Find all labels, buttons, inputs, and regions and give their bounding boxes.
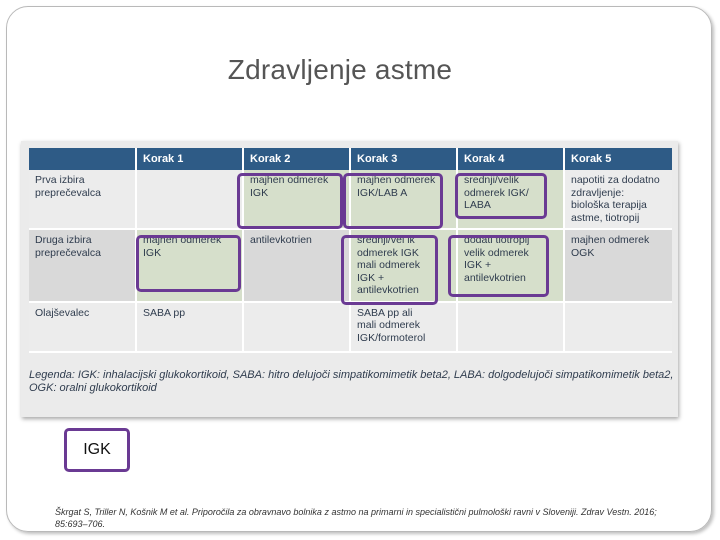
table-header-cell: Korak 2: [243, 148, 350, 170]
table-cell: SABA pp ali mali odmerek IGK/formoterol: [350, 302, 457, 352]
citation: Škrgat S, Triller N, Košnik M et al. Priporočila za obravnavo bolnika z astmo na primarni in specialistični pulmološki ravni v Sloveniji. Zdrav Vestn. 2016; 85:693–706.: [55, 507, 657, 529]
table-header-cell: Korak 1: [136, 148, 243, 170]
table-cell: antilevkotrien: [243, 229, 350, 302]
table-cell: [457, 302, 564, 352]
table-cell: majhen odmerek OGK: [564, 229, 672, 302]
table-cell: srednji/vel ik odmerek IGK mali odmerek IGK + antilevkotrien: [350, 229, 457, 302]
highlight-outline: [343, 173, 443, 229]
table-cell: [243, 302, 350, 352]
table-header-cell: [29, 148, 136, 170]
table-header-row: [29, 148, 672, 170]
table-cell: majhen odmerek IGK: [136, 229, 243, 302]
highlight-outline: [237, 173, 343, 229]
table-cell: [136, 170, 243, 229]
table-header-cell: Korak 4: [457, 148, 564, 170]
row-label: Olajševalec: [29, 302, 136, 352]
row-label: Druga izbira preprečevalca: [29, 229, 136, 302]
table-cell: dodati tiotropij velik odmerek IGK + antilevkotrien: [457, 229, 564, 302]
highlight-outline: [448, 235, 549, 297]
table-cell: [564, 302, 672, 352]
table-header-cell: Korak 3: [350, 148, 457, 170]
table-cell: majhen odmerek IGK: [243, 170, 350, 229]
table-row: [29, 302, 672, 352]
table-header-cell: Korak 5: [564, 148, 672, 170]
row-label: Prva izbira preprečevalca: [29, 170, 136, 229]
table-cell: majhen odmerek IGK/LAB A: [350, 170, 457, 229]
highlight-outline: [455, 173, 547, 219]
table-cell: napotiti za dodatno zdravljenje: biološka terapija astme, tiotropij: [564, 170, 672, 229]
table-cell: SABA pp: [136, 302, 243, 352]
highlight-outline: [341, 235, 438, 305]
igk-highlight-label: IGK: [64, 428, 130, 472]
slide-title: Zdravljenje astme: [227, 54, 453, 85]
table-cell: srednji/velik odmerek IGK/ LABA: [457, 170, 564, 229]
highlight-outline: [136, 235, 241, 292]
table-legend: Legenda: IGK: inhalacijski glukokortikoid, SABA: hitro delujoči simpatikomimetik beta2, LABA: dolgodelujoči simpatikomimetik beta2, OGK: oralni glukokortikoid: [29, 369, 674, 394]
